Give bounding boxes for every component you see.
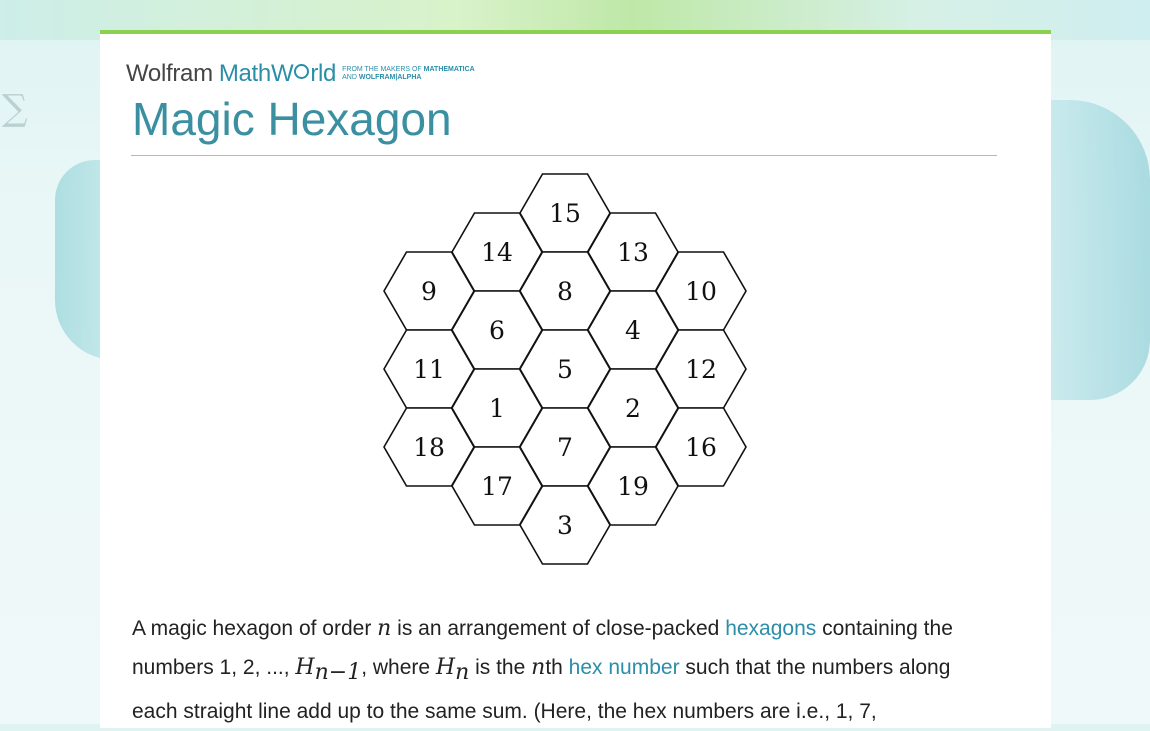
hexagon-cell-label: 5 [557,355,573,384]
hexagon-cell-label: 9 [421,277,437,306]
hexagon-cell-label: 1 [489,394,505,423]
hexagon-cell-label: 2 [625,394,641,423]
article-body: A magic hexagon of order n is an arrangement of close-packed hexagons containing the numbers 1, 2, ..., $H_{n-1}$, where $H_n$ is the nth hex number such that the numbers along each straight line add up to the same sum. (Here, the hex numbers are i.e., 1, 7, [132,616,953,724]
hexagon-cell-label: 6 [489,316,505,345]
background-decoration-right [1045,100,1150,400]
hexagon-cell-label: 15 [549,199,581,228]
hexagon-cell-label: 11 [413,355,445,384]
link-hexagons[interactable]: hexagons [725,617,817,640]
background-sigma-glyph: ∑ [2,88,28,129]
content-panel [100,30,1051,728]
logo-mathworld-text: MathW rld [218,60,337,87]
page-title: Magic Hexagon [132,93,452,145]
hexagon-cell-label: 10 [685,277,717,306]
hexagon-cell-label: 4 [625,316,641,345]
hexagon-cell-label: 12 [685,355,717,384]
hexagon-cell-label: 16 [685,433,717,462]
hexagon-cell-label: 17 [481,472,513,501]
hexagon-cell-label: 3 [557,511,573,540]
logo-wolfram-text: Wolfram [126,60,213,87]
hexagon-cell-label: 19 [617,472,649,501]
magic-hexagon-figure [100,34,1051,594]
hexagon-cell-label: 14 [481,238,513,267]
hexagon-cell-label: 8 [557,277,573,306]
hexagon-cell-label: 7 [557,433,573,462]
hexagon-cell-label: 18 [413,433,445,462]
hexagon-cell-label: 13 [617,238,649,267]
logo-tagline: FROM THE MAKERS OF MATHEMATICA AND WOLFRAM|ALPHA [342,66,475,81]
link-hex-number[interactable]: hex number [568,656,680,679]
